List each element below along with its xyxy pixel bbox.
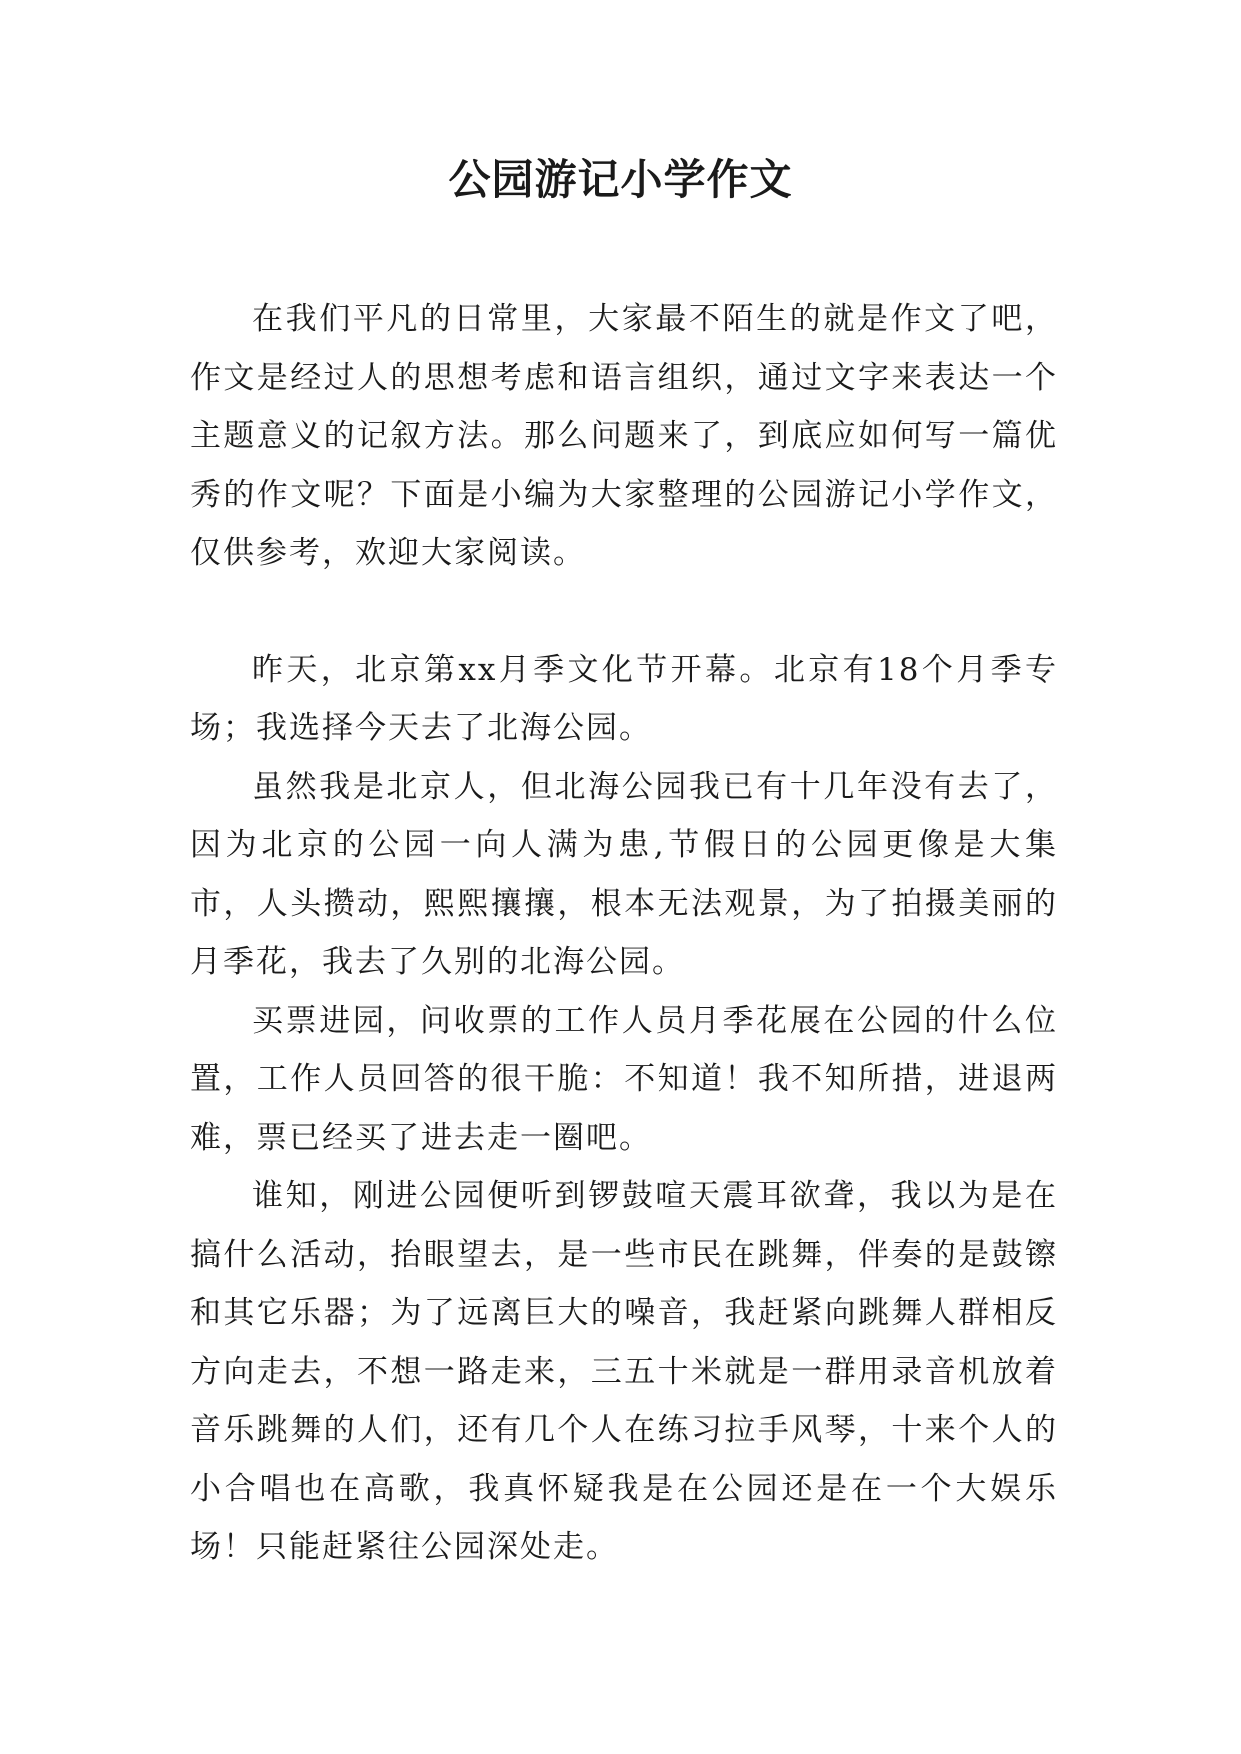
paragraph-2: 虽然我是北京人，但北海公园我已有十几年没有去了，因为北京的公园一向人满为患,节假日的公园更像是大集市，人头攒动，熙熙攘攘，根本无法观景，为了拍摄美丽的月季花，我去了久别的北海公园。 — [190, 768, 1058, 980]
document-body — [190, 290, 1058, 1577]
page-title: 公园游记小学作文 — [448, 155, 793, 204]
paragraph-3: 买票进园，问收票的工作人员月季花展在公园的什么位置，工作人员回答的很干脆：不知道！我不知所措，进退两难，票已经买了进去走一圈吧。 — [190, 1002, 1058, 1156]
paragraph-1: 昨天，北京第xx月季文化节开幕。北京有18个月季专场；我选择今天去了北海公园。 — [190, 651, 1058, 746]
paragraph-4: 谁知，刚进公园便听到锣鼓喧天震耳欲聋，我以为是在搞什么活动，抬眼望去，是一些市民在跳舞，伴奏的是鼓镲和其它乐器；为了远离巨大的噪音，我赶紧向跳舞人群相反方向走去，不想一路走来，三五十米就是一群用录音机放着音乐跳舞的人们，还有几个人在练习拉手风琴，十来个人的小合唱也在高歌，我真怀疑我是在公园还是在一个大娱乐场！只能赶紧往公园深处走。 — [190, 1178, 1058, 1565]
paragraph-intro: 在我们平凡的日常里，大家最不陌生的就是作文了吧，作文是经过人的思想考虑和语言组织，通过文字来表达一个主题意义的记叙方法。那么问题来了，到底应如何写一篇优秀的作文呢？下面是小编为大家整理的公园游记小学作文，仅供参考，欢迎大家阅读。 — [190, 301, 1058, 571]
